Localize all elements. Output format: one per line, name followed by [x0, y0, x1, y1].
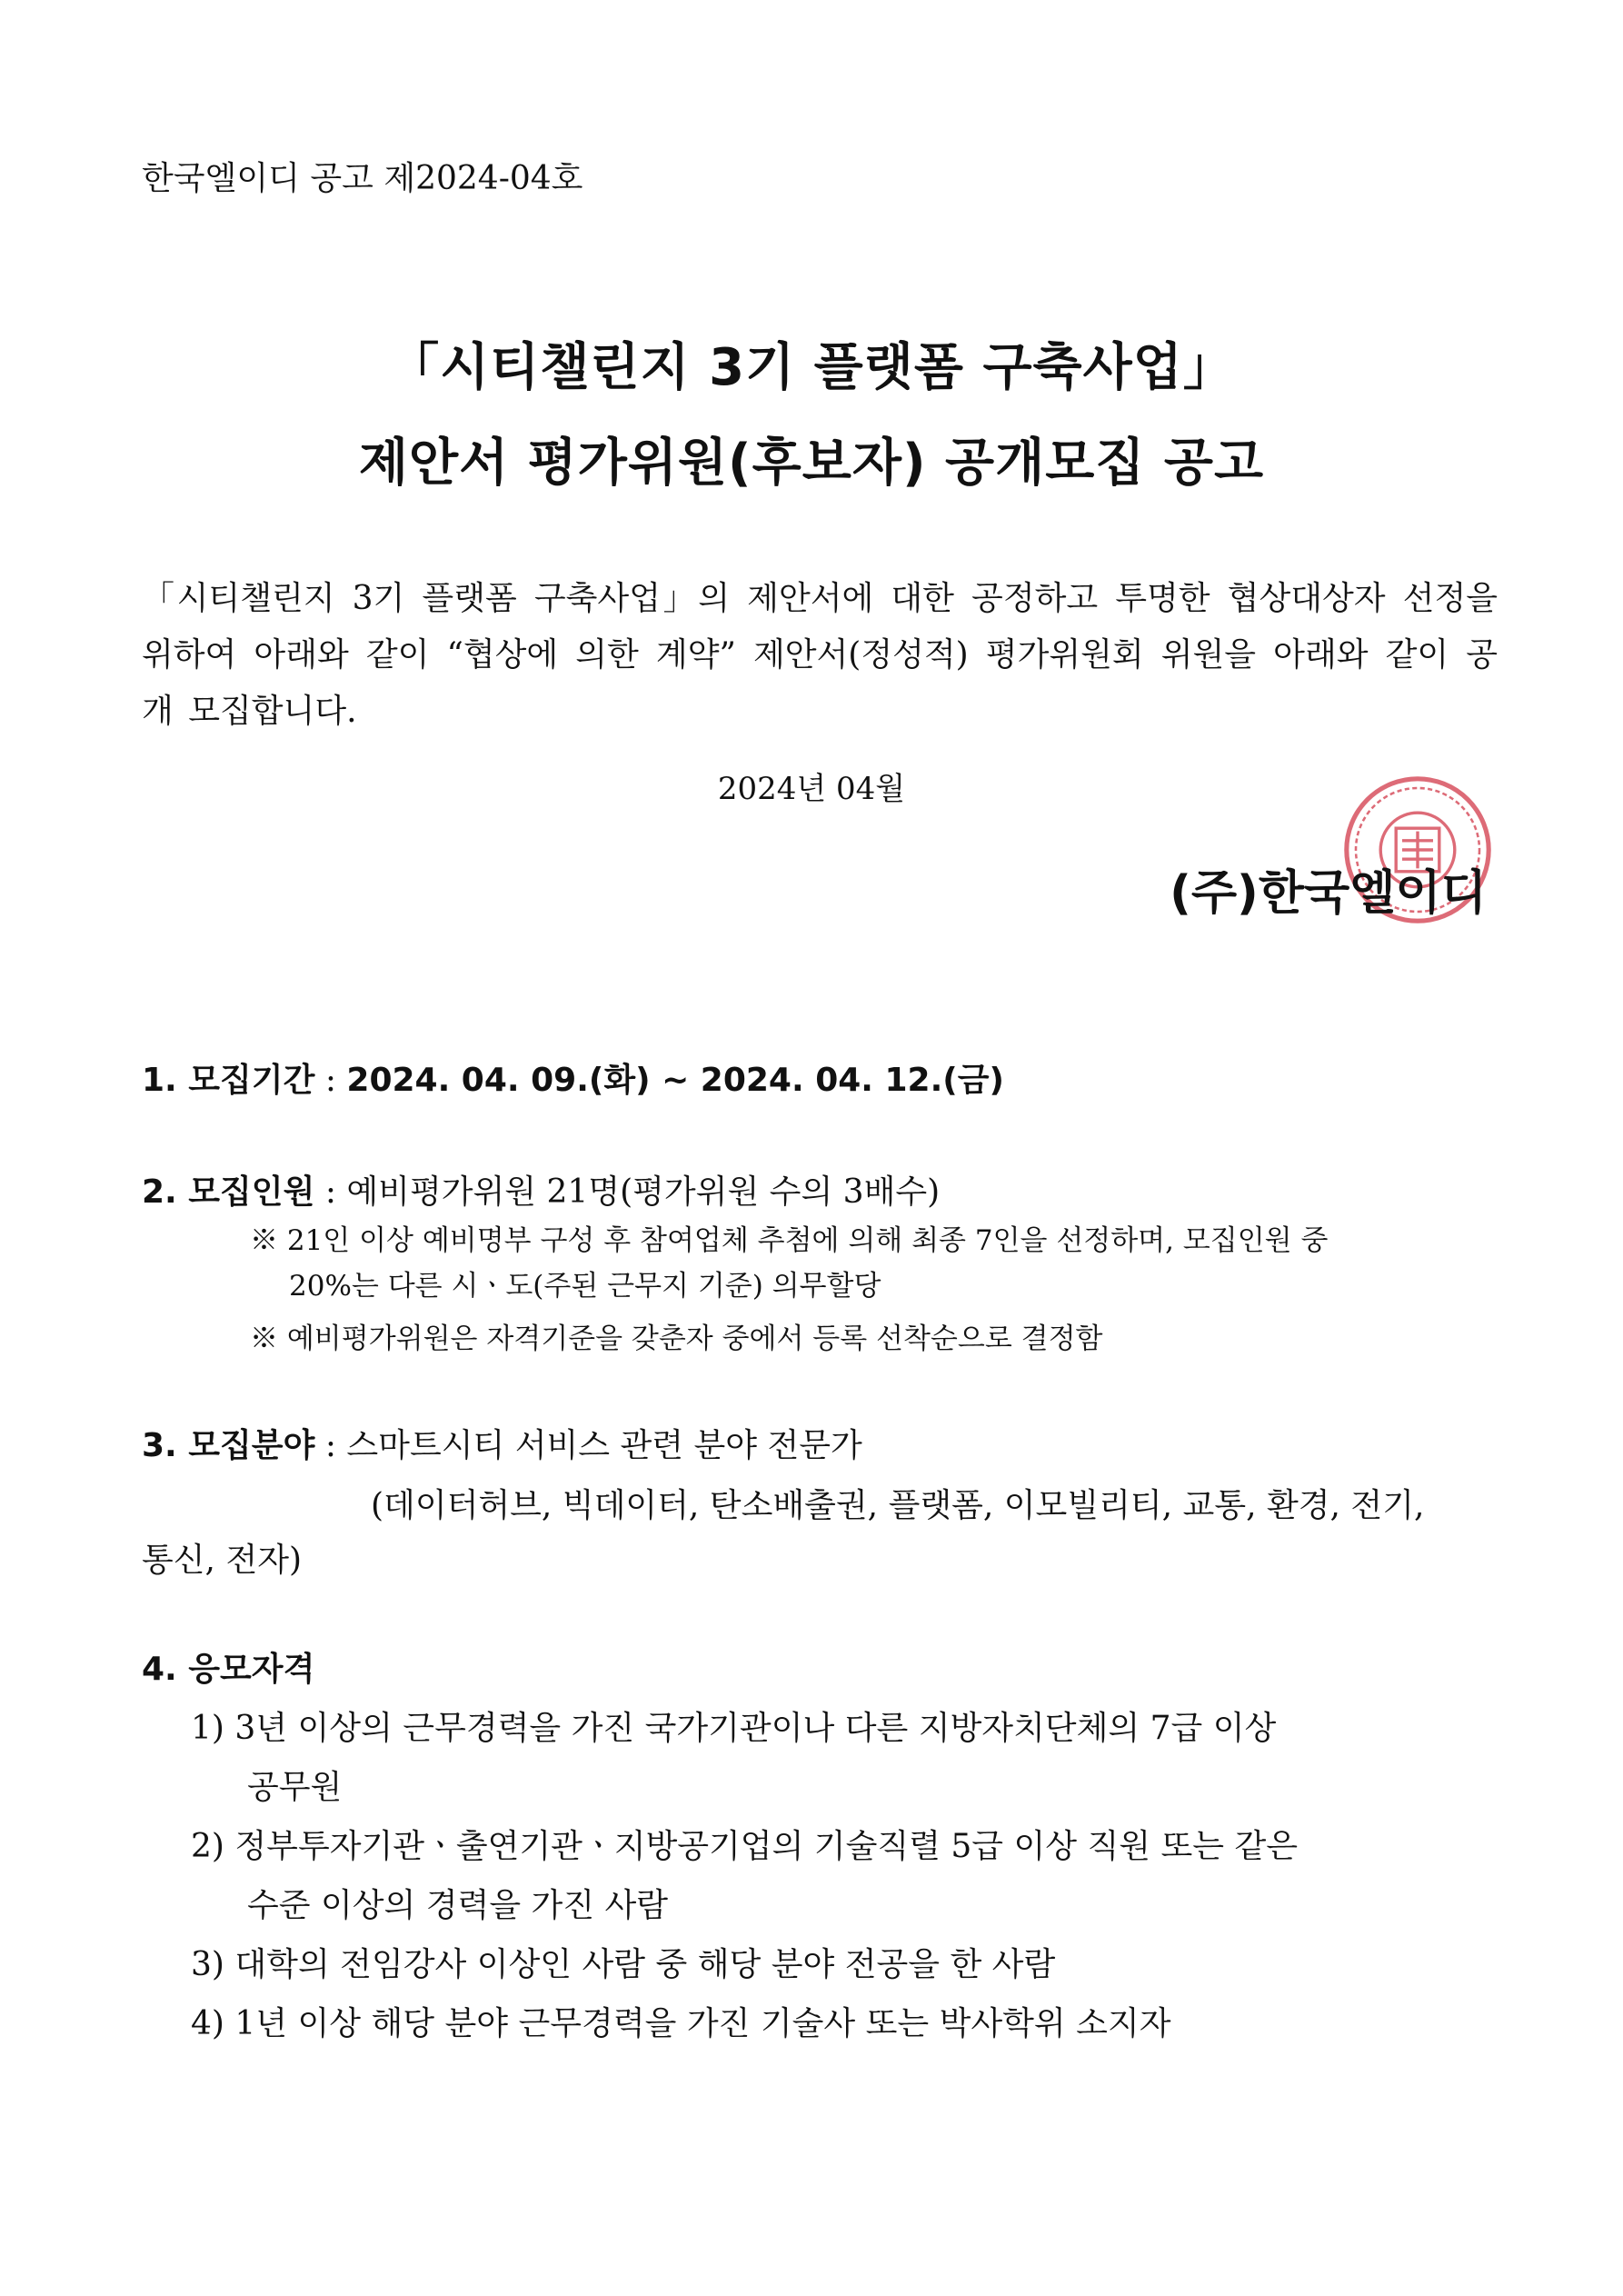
section-period-value: 2024. 04. 09.(화) ~ 2024. 04. 12.(금)	[346, 1062, 1004, 1099]
section-personnel-heading: 2. 모집인원	[142, 1173, 315, 1211]
section-field-separator: :	[314, 1427, 347, 1464]
section-qualification-heading: 4. 응모자격	[142, 1651, 315, 1688]
section-qualification	[142, 1643, 314, 1690]
section-field-value: 스마트시티 서비스 관련 분야 전문가	[346, 1427, 862, 1464]
section-field-heading: 3. 모집분야	[142, 1427, 315, 1464]
qualification-item-3: 3) 대학의 전임강사 이상인 사람 중 해당 분야 전공을 한 사람	[191, 1946, 1056, 1983]
qualification-item-2: 2) 정부투자기관ㆍ출연기관ㆍ지방공기업의 기술직렬 5급 이상 직원 또는 같은	[191, 1828, 1299, 1865]
field-detail-line-1: (데이터허브, 빅데이터, 탄소배출권, 플랫폼, 이모빌리티, 교통, 환경, 전기,	[371, 1487, 1425, 1524]
section-period-separator: :	[314, 1062, 347, 1099]
section-personnel-value: 예비평가위원 21명(평가위원 수의 3배수)	[346, 1173, 941, 1211]
intro-paragraph: 「시티챌린지 3기 플랫폼 구축사업」의 제안서에 대한 공정하고 투명한 협상대상자 선정을 위하여 아래와 같이 “협상에 의한 계약” 제안서(정성적) 평가위원회 위원을 아래와 같이 공개 모집합니다.	[142, 580, 1498, 730]
section-personnel-separator: :	[314, 1173, 347, 1211]
section-period-heading: 1. 모집기간	[142, 1062, 315, 1099]
qualification-item-1: 1) 3년 이상의 근무경력을 가진 국가기관이나 다른 지방자치단체의 7급 이상	[191, 1710, 1277, 1747]
title-line-1: 「시티챌린지 3기 플랫폼 구축사업」	[388, 338, 1235, 397]
field-detail-line-2: 통신, 전자)	[142, 1542, 303, 1579]
section-period	[142, 1054, 1004, 1101]
section-field	[142, 1420, 862, 1466]
section-personnel	[142, 1166, 940, 1213]
qualification-item-4: 4) 1년 이상 해당 분야 근무경력을 가진 기술사 또는 박사학위 소지자	[191, 2005, 1171, 2042]
notice-date: 2024년 04월	[717, 771, 906, 807]
notice-number: 한국엘이디 공고 제2024-04호	[142, 160, 583, 197]
personnel-note-1-continued: 20%는 다른 시ㆍ도(주된 근무지 기준) 의무할당	[289, 1270, 881, 1303]
qualification-item-2-continued: 수준 이상의 경력을 가진 사람	[247, 1887, 669, 1924]
qualification-item-1-continued: 공무원	[247, 1769, 343, 1806]
company-name: (주)한국엘이디	[1170, 866, 1487, 921]
title-line-2: 제안서 평가위원(후보자) 공개모집 공고	[358, 434, 1265, 493]
personnel-note-1: ※ 21인 이상 예비명부 구성 후 참여업체 추첨에 의해 최종 7인을 선정하며, 모집인원 중	[250, 1224, 1329, 1257]
personnel-note-2: ※ 예비평가위원은 자격기준을 갖춘자 중에서 등록 선착순으로 결정함	[250, 1323, 1103, 1355]
